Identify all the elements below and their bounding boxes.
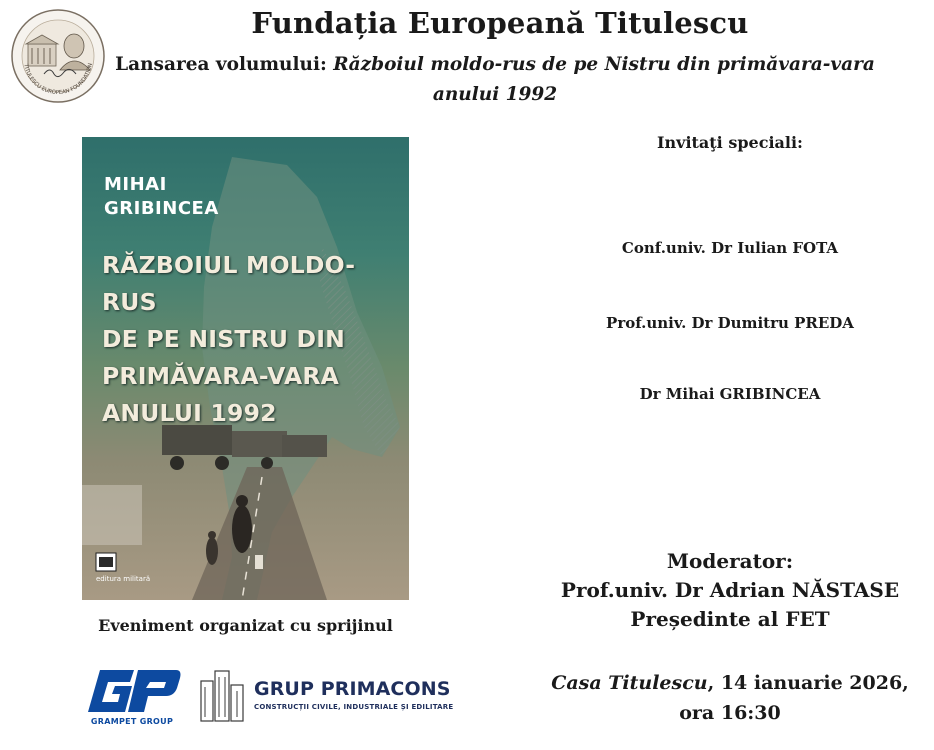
primacons-logo (197, 667, 247, 723)
building-icon (197, 667, 247, 723)
event-subtitle (110, 50, 880, 110)
guest-item: Prof.univ. Dr Dumitru PREDA (606, 314, 854, 332)
grampet-caption: GRAMPET GROUP (90, 717, 174, 726)
event-date: , 14 ianuarie 2026, (707, 672, 909, 694)
book-cover (82, 137, 409, 600)
foundation-logo (10, 8, 106, 104)
guests-heading: Invitaţi speciali: (657, 133, 803, 152)
page-title: Fundația Europeană Titulescu (251, 6, 749, 40)
primacons-name: GRUP PRIMACONS (254, 678, 451, 700)
cover-publisher: editura militară (96, 575, 151, 583)
cover-author-line: GRIBINCEA (104, 198, 219, 219)
grampet-gp-icon (82, 664, 182, 720)
event-time: ora 16:30 (679, 702, 781, 724)
adult-figure (232, 505, 252, 553)
child-figure (206, 537, 218, 565)
subtitle-prefix: Lansarea volumului: (115, 54, 334, 75)
guest-item: Dr Mihai GRIBINCEA (639, 385, 821, 403)
cover-author (104, 173, 219, 221)
moderator-role: Președinte al FET (630, 607, 830, 631)
foundation-seal-icon (10, 8, 106, 104)
cover-author-line: MIHAI (104, 174, 167, 195)
event-venue: Casa Titulescu (551, 672, 708, 694)
cover-title-line: PRIMĂVARA-VARA (102, 362, 340, 390)
moderator-name: Prof.univ. Dr Adrian NĂSTASE (560, 578, 900, 602)
cover-title-line: DE PE NISTRU DIN (102, 325, 346, 353)
cover-title-line: RĂZBOIUL MOLDO-RUS (102, 251, 356, 316)
cover-title-line: ANULUI 1992 (102, 399, 277, 427)
support-text: Eveniment organizat cu sprijinul (98, 616, 393, 635)
subtitle-book-title: Războiul moldo-rus de pe Nistru din primăvara-vara anului 1992 (333, 54, 875, 105)
primacons-tagline: CONSTRUCȚII CIVILE, INDUSTRIALE ȘI EDILITARE (254, 703, 454, 711)
cover-title (102, 247, 402, 432)
moderator-heading: Moderator: (666, 549, 794, 573)
svg-text:TITULESCU EUROPEAN FOUNDATION: TITULESCU EUROPEAN FOUNDATION (22, 62, 94, 97)
guest-item: Conf.univ. Dr Iulian FOTA (621, 239, 839, 257)
event-venue-date (540, 672, 920, 694)
